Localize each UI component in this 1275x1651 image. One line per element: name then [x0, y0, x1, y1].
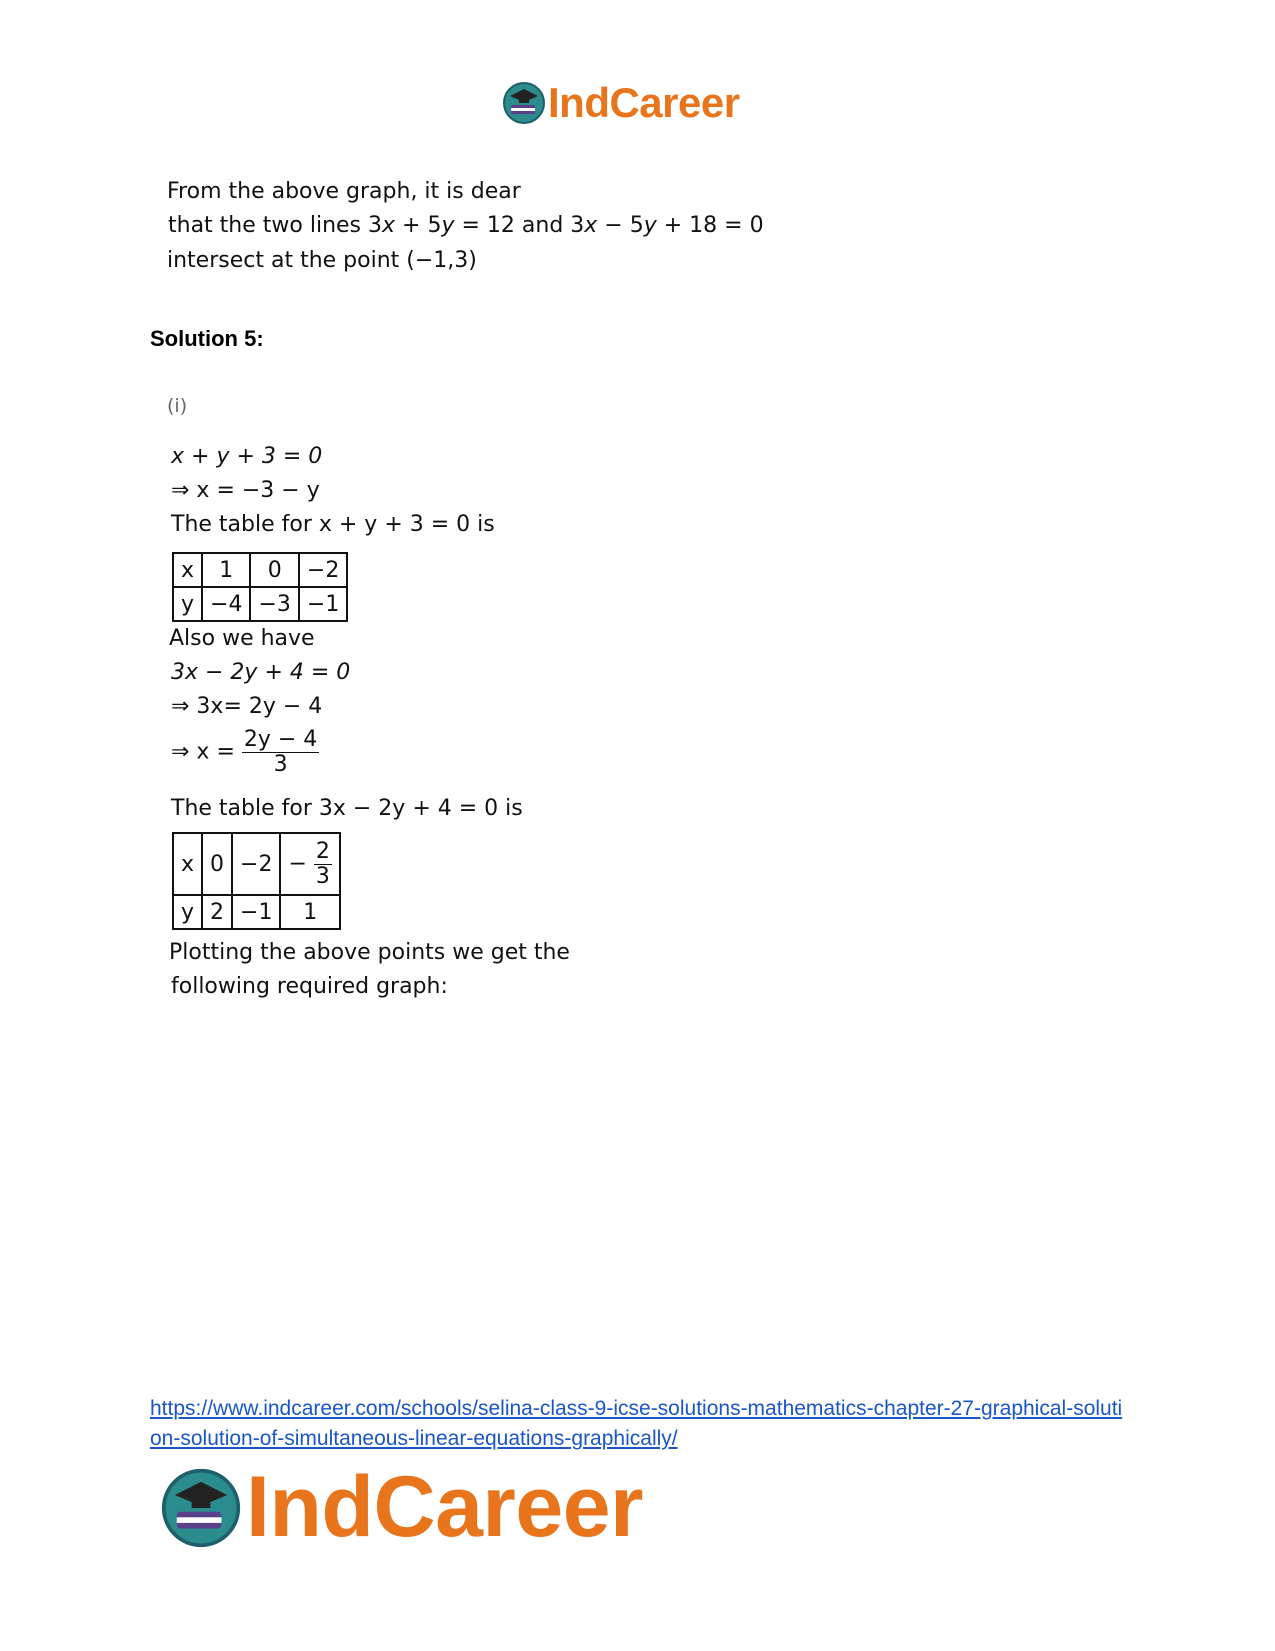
table-cell: y — [173, 587, 202, 621]
fraction-sign: − — [288, 851, 307, 876]
fraction-numerator: 2 — [315, 838, 330, 864]
plot-text-line-2: following required graph: — [171, 974, 448, 999]
fraction — [314, 840, 332, 889]
graduation-book-icon — [160, 1467, 242, 1549]
table-cell: −2 — [232, 833, 280, 895]
table-cell: −1 — [232, 895, 280, 929]
values-table-2 — [172, 832, 341, 930]
table-cell: −3 — [250, 587, 298, 621]
table-cell: −1 — [299, 587, 347, 621]
table-cell: 1 — [202, 553, 250, 587]
table-cell: 2 — [202, 895, 232, 929]
fraction-denominator: 3 — [273, 752, 288, 777]
equation-1-step: ⇒ x = −3 − y — [171, 478, 320, 503]
table-cell: x — [173, 553, 202, 587]
fraction-denominator: 3 — [315, 863, 330, 889]
equation-2: 3x − 2y + 4 = 0 — [171, 660, 351, 685]
table-cell: x — [173, 833, 202, 895]
table-row — [173, 587, 347, 621]
table-1-caption: The table for x + y + 3 = 0 is — [171, 512, 495, 537]
fraction-numerator: 2y − 4 — [243, 727, 318, 752]
footer-logo — [160, 1459, 643, 1555]
table-row — [173, 833, 340, 895]
part-label: (i) — [167, 395, 188, 417]
graduation-book-icon — [502, 81, 546, 125]
table-row — [173, 895, 340, 929]
header-logo-text: IndCareer — [548, 79, 740, 126]
also-text: Also we have — [169, 626, 315, 651]
equation-2-step-2 — [171, 728, 319, 777]
table-cell: −2 — [299, 553, 347, 587]
table-cell: y — [173, 895, 202, 929]
intro-line-2: that the two lines 3x + 5y = 12 and 3x − 5y + 18 = 0 — [168, 213, 764, 238]
equation-1: x + y + 3 = 0 — [171, 444, 323, 469]
values-table-1 — [172, 552, 348, 622]
table-cell: 0 — [202, 833, 232, 895]
table-2-caption: The table for 3x − 2y + 4 = 0 is — [171, 796, 523, 821]
fraction — [242, 728, 319, 777]
table-cell: −4 — [202, 587, 250, 621]
fraction-lhs: ⇒ x = — [171, 739, 235, 765]
intro-line-3: intersect at the point (−1,3) — [167, 248, 477, 273]
table-cell: 1 — [280, 895, 339, 929]
table-row — [173, 553, 347, 587]
intro-line-1: From the above graph, it is dear — [167, 179, 521, 204]
table-cell — [280, 833, 339, 895]
table-cell: 0 — [250, 553, 298, 587]
source-url-link[interactable]: https://www.indcareer.com/schools/selina-class-9-icse-solutions-mathematics-chapter-27-graphical-solution-solution-of-simultaneous-linear-equations-graphically/ — [150, 1397, 1123, 1450]
solution-heading: Solution 5: — [150, 326, 264, 351]
header-logo — [502, 78, 740, 128]
plot-text-line-1: Plotting the above points we get the — [169, 940, 570, 965]
equation-2-step-1: ⇒ 3x= 2y − 4 — [171, 694, 323, 719]
footer-logo-text: IndCareer — [246, 1459, 643, 1555]
